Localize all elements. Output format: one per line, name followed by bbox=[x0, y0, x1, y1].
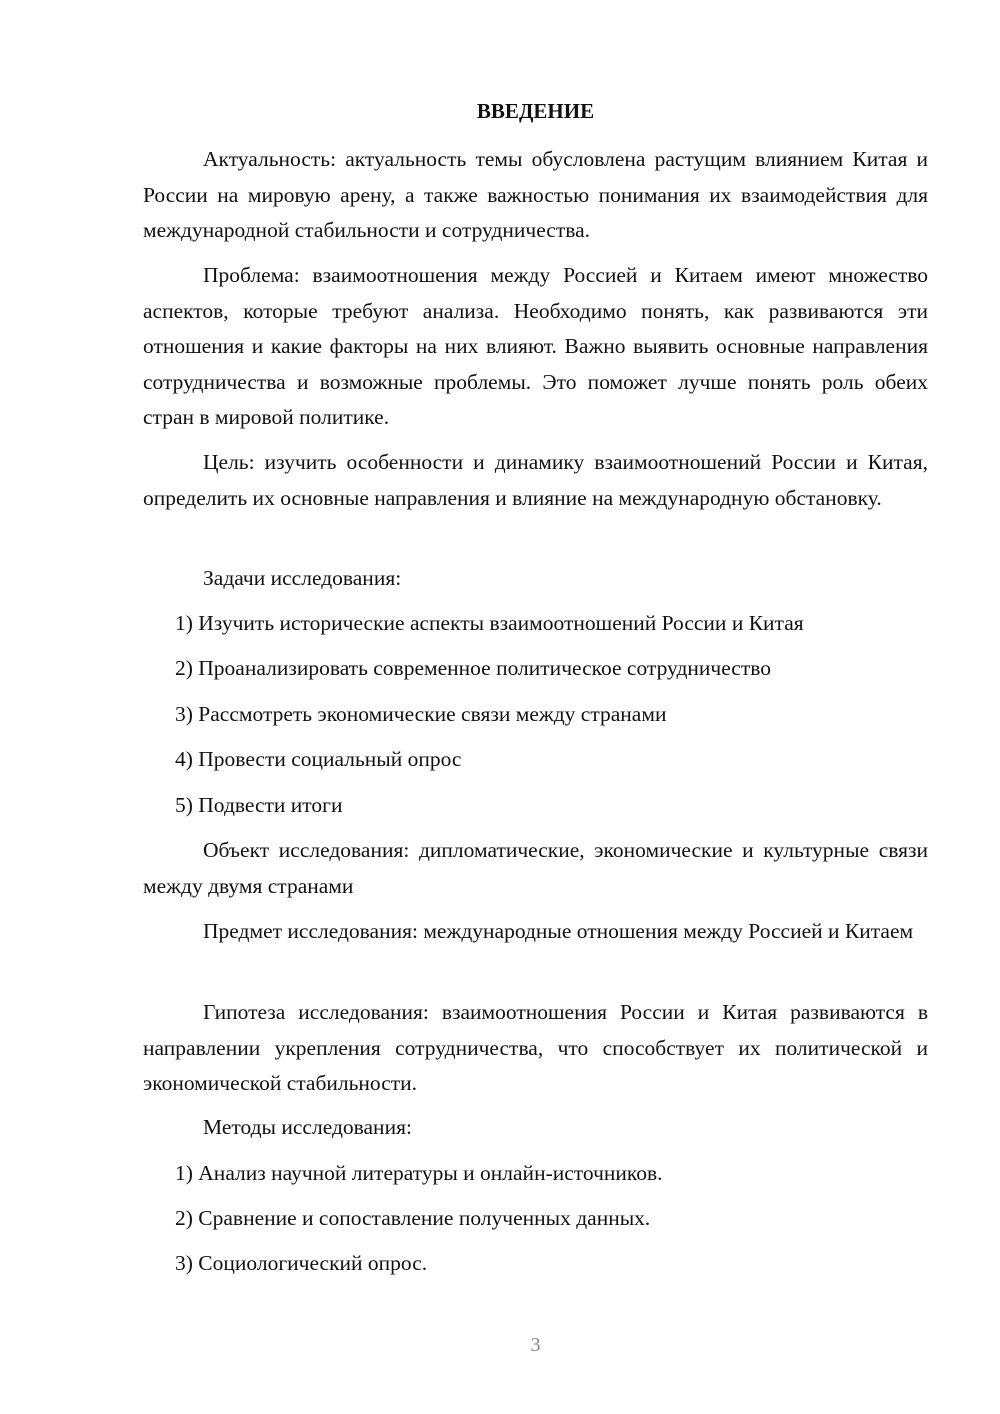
task-item: 1) Изучить исторические аспекты взаимоотношений России и Китая bbox=[175, 611, 804, 635]
task-item: 4) Провести социальный опрос bbox=[175, 747, 462, 771]
task-item: 5) Подвести итоги bbox=[175, 793, 343, 817]
object-paragraph: Объект исследования: дипломатические, экономические и культурные связи между двумя странами bbox=[143, 838, 928, 898]
method-item: 1) Анализ научной литературы и онлайн-источников. bbox=[175, 1161, 663, 1185]
tasks-heading: Задачи исследования: bbox=[203, 566, 402, 590]
goal-paragraph: Цель: изучить особенности и динамику взаимоотношений России и Китая, определить их основные направления и влияние на международную обстановку. bbox=[143, 450, 928, 510]
section-title: ВВЕДЕНИЕ bbox=[476, 99, 595, 123]
problem-paragraph: Проблема: взаимоотношения между Россией и Китаем имеют множество аспектов, которые требуют анализа. Необходимо понять, как развиваются эти отношения и какие факторы на них влияют. Важно выявить основные направления сотрудничества и возможные проблемы. Это поможет лучше понять роль обеих стран в мировой политике. bbox=[143, 263, 928, 429]
subject-paragraph: Предмет исследования: международные отношения между Россией и Китаем bbox=[203, 919, 914, 943]
page-number: 3 bbox=[530, 1334, 541, 1356]
method-item: 3) Социологический опрос. bbox=[175, 1251, 428, 1275]
relevance-paragraph: Актуальность: актуальность темы обусловлена растущим влиянием Китая и России на мировую арену, а также важностью понимания их взаимодействия для международной стабильности и сотрудничества. bbox=[143, 147, 928, 242]
document-page bbox=[143, 0, 928, 1414]
hypothesis-paragraph: Гипотеза исследования: взаимоотношения России и Китая развиваются в направлении укрепления сотрудничества, что способствует их политической и экономической стабильности. bbox=[143, 1000, 928, 1095]
task-item: 3) Рассмотреть экономические связи между странами bbox=[175, 702, 667, 726]
method-item: 2) Сравнение и сопоставление полученных данных. bbox=[175, 1206, 651, 1230]
methods-heading: Методы исследования: bbox=[203, 1115, 412, 1139]
task-item: 2) Проанализировать современное политическое сотрудничество bbox=[175, 656, 771, 680]
